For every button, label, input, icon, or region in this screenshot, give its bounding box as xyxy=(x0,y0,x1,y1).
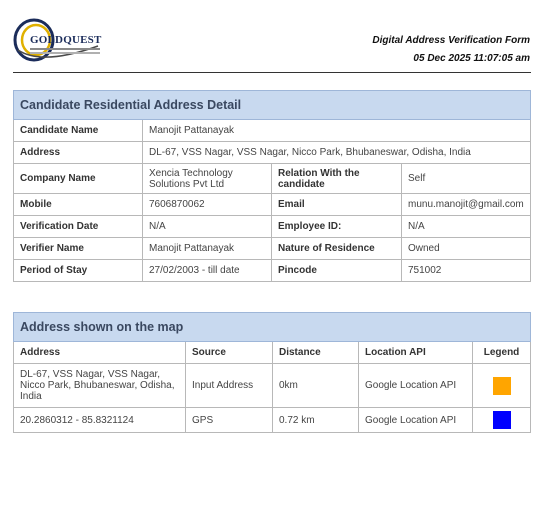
row-legend xyxy=(473,364,531,408)
candidate-name-value: Manojit Pattanayak xyxy=(143,120,531,142)
period-of-stay-label: Period of Stay xyxy=(14,260,143,282)
map-address-table xyxy=(13,312,531,433)
map-section-title: Address shown on the map xyxy=(14,313,531,342)
logo-tagline-bar xyxy=(30,52,100,54)
row-distance: 0km xyxy=(273,364,359,408)
candidate-section-title: Candidate Residential Address Detail xyxy=(14,91,531,120)
company-logo xyxy=(12,16,102,64)
email-label: Email xyxy=(272,194,402,216)
candidate-name-label: Candidate Name xyxy=(14,120,143,142)
column-header-address: Address xyxy=(14,342,186,364)
company-value: Xencia Technology Solutions Pvt Ltd xyxy=(143,164,272,194)
verifier-label: Verifier Name xyxy=(14,238,143,260)
logo-tagline-bar xyxy=(30,48,100,50)
row-location-api: Google Location API xyxy=(359,408,473,433)
row-source: GPS xyxy=(186,408,273,433)
column-header-legend: Legend xyxy=(473,342,531,364)
verification-date-value: N/A xyxy=(143,216,272,238)
candidate-details-table xyxy=(13,90,531,282)
residence-label: Nature of Residence xyxy=(272,238,402,260)
logo-text: GOLDQUEST xyxy=(30,34,102,46)
mobile-value: 7606870062 xyxy=(143,194,272,216)
pincode-label: Pincode xyxy=(272,260,402,282)
row-legend xyxy=(473,408,531,433)
legend-swatch xyxy=(493,377,511,395)
pincode-value: 751002 xyxy=(402,260,531,282)
row-distance: 0.72 km xyxy=(273,408,359,433)
legend-swatch xyxy=(493,411,511,429)
form-title: Digital Address Verification Form xyxy=(372,35,530,46)
employee-id-label: Employee ID: xyxy=(272,216,402,238)
table-row xyxy=(14,364,531,408)
period-of-stay-value: 27/02/2003 - till date xyxy=(143,260,272,282)
row-location-api: Google Location API xyxy=(359,364,473,408)
address-value: DL-67, VSS Nagar, VSS Nagar, Nicco Park, Bhubaneswar, Odisha, India xyxy=(143,142,531,164)
row-source: Input Address xyxy=(186,364,273,408)
mobile-label: Mobile xyxy=(14,194,143,216)
verification-date-label: Verification Date xyxy=(14,216,143,238)
row-address: DL-67, VSS Nagar, VSS Nagar, Nicco Park, Bhubaneswar, Odisha, India xyxy=(14,364,186,408)
relation-label: Relation With the candidate xyxy=(272,164,402,194)
column-header-distance: Distance xyxy=(273,342,359,364)
address-label: Address xyxy=(14,142,143,164)
column-header-location-api: Location API xyxy=(359,342,473,364)
email-value: munu.manojit@gmail.com xyxy=(402,194,531,216)
residence-value: Owned xyxy=(402,238,531,260)
row-address: 20.2860312 - 85.8321124 xyxy=(14,408,186,433)
table-row xyxy=(14,408,531,433)
relation-value: Self xyxy=(402,164,531,194)
form-datetime: 05 Dec 2025 11:07:05 am xyxy=(413,53,530,64)
header-divider xyxy=(13,72,531,73)
verifier-value: Manojit Pattanayak xyxy=(143,238,272,260)
column-header-source: Source xyxy=(186,342,273,364)
company-label: Company Name xyxy=(14,164,143,194)
employee-id-value: N/A xyxy=(402,216,531,238)
